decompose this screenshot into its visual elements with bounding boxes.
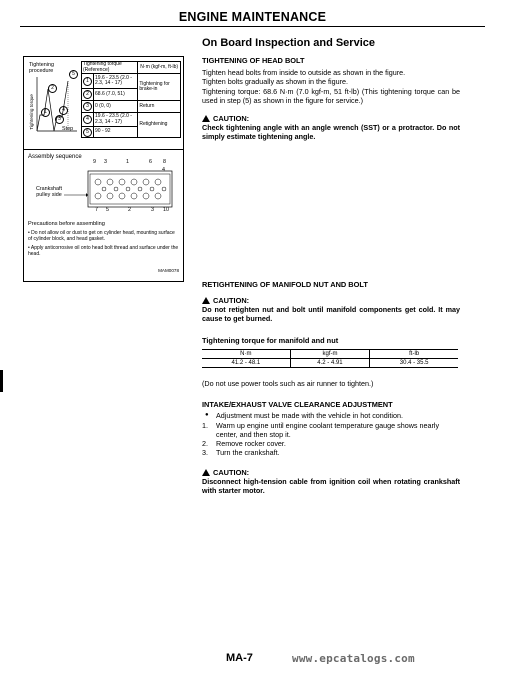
- table-header-col2: N·m (kgf-m, ft-lb): [138, 62, 181, 74]
- head-bolt-line1: Tighten head bolts from inside to outside as shown in the figure.: [202, 68, 406, 77]
- row-step-number: 1: [83, 77, 92, 86]
- torque-value-ftlb: 30.4 - 35.5: [370, 359, 458, 368]
- step-label: Step: [62, 126, 74, 132]
- valve-clearance-title: INTAKE/EXHAUST VALVE CLEARANCE ADJUSTMENT: [202, 400, 393, 409]
- head-bolt-line2: Tighten bolts gradually as shown in the figure.: [202, 77, 348, 86]
- manifold-torque-table: [202, 349, 458, 368]
- step-item: 1. Warm up engine until engine coolant temperature gauge shows nearly center, and then stop it.: [202, 421, 440, 439]
- graph-step-2: 2: [48, 84, 57, 93]
- section-title: On Board Inspection and Service: [202, 37, 375, 49]
- step-item: 2. Remove rocker cover.: [202, 439, 286, 448]
- assembly-sequence-label: Assembly sequence: [28, 154, 82, 160]
- precautions-list: [28, 230, 180, 257]
- valve-caution-head: CAUTION:: [202, 468, 460, 477]
- warning-icon: [202, 115, 210, 122]
- retightening-caution-text: Do not retighten nut and bolt until manifold components get cold. It may cause to get burned.: [202, 305, 460, 323]
- row-value: 19.6 - 23.5 (2.0 - 2.3, 14 - 17): [94, 113, 138, 127]
- graph-step-5: 5: [69, 70, 78, 79]
- precaution-item: • Do not allow oil or dust to get on cylinder head, mounting surface of cylinder block, and head gasket.: [28, 230, 175, 242]
- bullet-icon: ●: [205, 412, 209, 418]
- row-step-number: 5: [83, 128, 92, 137]
- retightening-caution-head: CAUTION:: [202, 296, 460, 305]
- tightening-graph: [34, 75, 78, 133]
- torque-note: (Do not use power tools such as air runner to tighten.): [202, 379, 374, 388]
- head-bolt-caution-head: CAUTION:: [202, 114, 460, 123]
- valve-caution-text: Disconnect high-tension cable from ignition coil when rotating crankshaft with starter motor.: [202, 477, 460, 495]
- head-bolt-line3: Tightening torque: 68.6 N·m (7.0 kgf-m, 51 ft-lb) (This tightening torque can be used in step (5) as shown in the figure for service.): [202, 87, 460, 105]
- tightening-procedure-label: Tightening procedure: [29, 62, 54, 74]
- footer-url[interactable]: www.epcatalogs.com: [292, 652, 415, 665]
- row-step-number: 3: [83, 102, 92, 111]
- row-note: Return: [138, 101, 181, 113]
- precaution-item: • Apply anticorrosive oil onto head bolt thread and surface under the head.: [28, 245, 179, 257]
- page-number: MA-7: [226, 652, 253, 664]
- tightening-torque-table: [81, 61, 181, 138]
- precautions-title: Precautions before assembling: [28, 221, 105, 227]
- row-step-number: 4: [83, 115, 92, 124]
- retightening-title: RETIGHTENING OF MANIFOLD NUT AND BOLT: [202, 280, 368, 289]
- torque-value-kgfm: 4.2 - 4.91: [290, 359, 370, 368]
- figure-divider: [24, 149, 183, 150]
- row-value: 0 (0, 0): [94, 101, 138, 113]
- page-header-title: ENGINE MAINTENANCE: [178, 10, 327, 24]
- torque-header-nm: N·m: [202, 350, 290, 359]
- valve-clearance-steps: [202, 421, 460, 457]
- row-value: 68.6 (7.0, 51): [94, 89, 138, 101]
- figure-id: MAM0078: [158, 268, 179, 273]
- table-header-col1: Tightening torque (Reference): [82, 62, 138, 74]
- torque-axis-label: Tightening torque: [28, 94, 34, 130]
- row-note: Tightening for brake-in: [138, 74, 181, 101]
- torque-table-title: Tightening torque for manifold and nut: [202, 336, 339, 345]
- head-bolt-title: TIGHTENING OF HEAD BOLT: [202, 56, 305, 65]
- step-item: 3. Turn the crankshaft.: [202, 448, 280, 457]
- torque-value-nm: 41.2 - 48.1: [202, 359, 290, 368]
- bolt-number-4: 4: [162, 167, 165, 173]
- torque-header-ftlb: ft-lb: [370, 350, 458, 359]
- valve-clearance-bullet: ● Adjustment must be made with the vehicle in hot condition.: [205, 411, 403, 420]
- head-bolt-caution-text: Check tightening angle with an angle wrench (SST) or a protractor. Do not simply estimate tightening angle.: [202, 123, 460, 141]
- row-note: Retightening: [138, 113, 181, 138]
- row-value: 19.6 - 23.5 (2.0 - 2.3, 14 - 17): [94, 74, 138, 89]
- tightening-figure: Tightening procedure Tightening torque 1 2 3 4 5 Step Tightening torque (Reference) N·m (kgf-m, ft-lb) 1 19.6 - 23.5 (2.0 - 2.3, 14 - 17) Tightening for brake-in 2 68.6 (7.0, 51) 3 0 (0, 0) Return 4 19.6 - 23.5 (2.0 - 2.3, 14 - 17) Retightening 5 90 - 92 Assembly sequence Crankshaft pulley side 9 3 1 6 8 4 7 5 2 3 10 Precautions before assembling • Do not allow oil or dust to get on cylinder head, mounting surface of cylinder block, and head gasket. • Apply anticorrosive oil onto head bolt thread and surface under the head. MAM0078: [23, 56, 184, 282]
- margin-mark: [0, 370, 3, 392]
- cylinder-head-diagram: [64, 165, 176, 215]
- row-value: 90 - 92: [94, 127, 138, 138]
- warning-icon: [202, 297, 210, 304]
- graph-step-3: 3: [55, 115, 64, 124]
- graph-step-1: 1: [41, 108, 50, 117]
- torque-header-kgfm: kgf-m: [290, 350, 370, 359]
- crankshaft-label: Crankshaft pulley side: [35, 186, 63, 198]
- graph-step-4: 4: [59, 106, 68, 115]
- row-step-number: 2: [83, 90, 92, 99]
- header-rule: [20, 26, 485, 27]
- warning-icon: [202, 469, 210, 476]
